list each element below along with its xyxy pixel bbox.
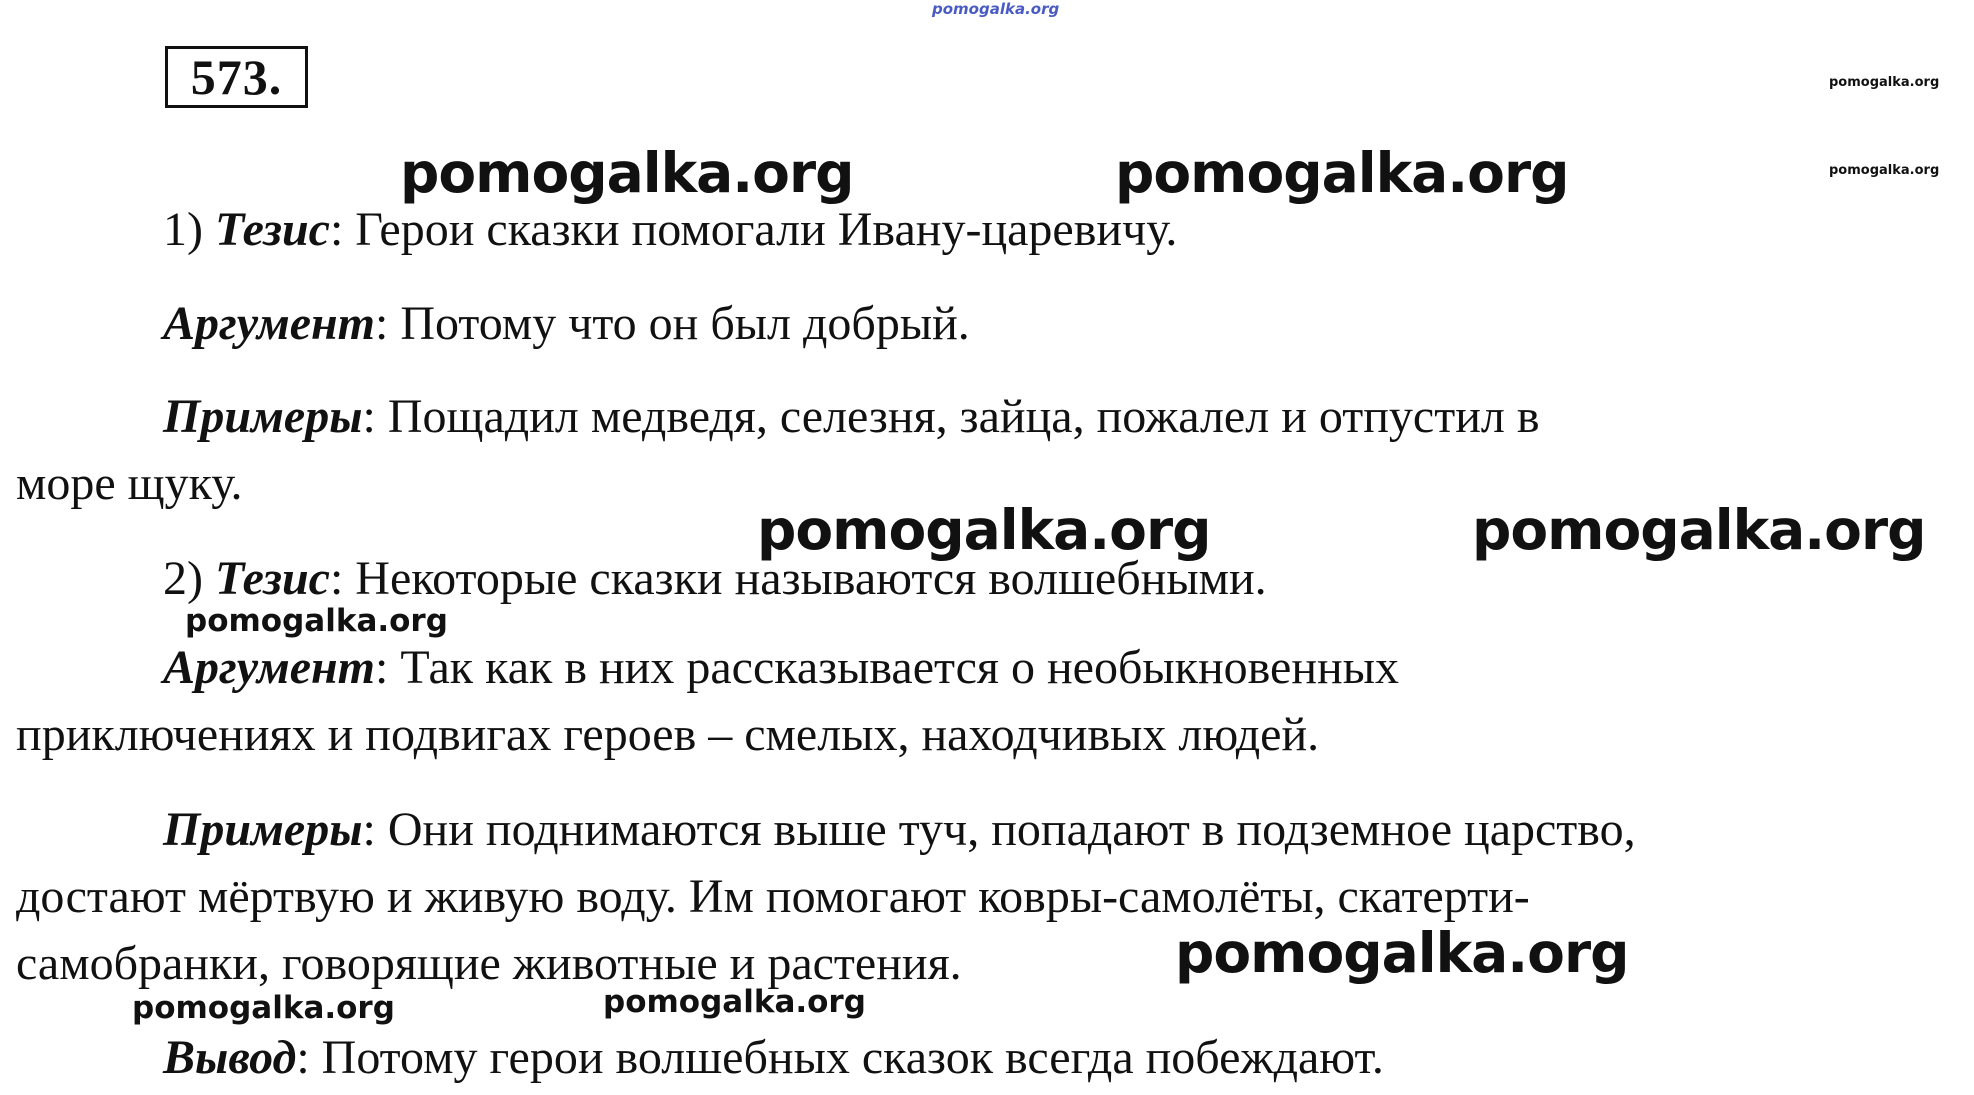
examples-1-line-1: : Пощадил медведя, селезня, зайца, пожалел и отпустил в [362, 390, 1540, 443]
thesis-2-keyword: Тезис [214, 552, 330, 605]
examples-1-keyword: Примеры [163, 390, 363, 443]
argument-1-keyword: Аргумент [163, 297, 376, 350]
watermark-top: pomogalka.org [932, 0, 1060, 18]
examples-2-keyword: Примеры [163, 803, 363, 856]
watermark-2: pomogalka.org [1115, 141, 1569, 205]
watermark-1: pomogalka.org [400, 141, 854, 205]
thesis-1-text: : Герои сказки помогали Ивану-царевичу. [329, 203, 1178, 256]
conclusion [16, 1024, 1966, 1091]
examples-1-line-2: море щуку. [16, 457, 243, 510]
argument-2-line-1: : Так как в них рассказывается о необыкновенных [375, 641, 1399, 694]
watermark-corner-1: pomogalka.org [1829, 75, 1940, 90]
thesis-1-keyword: Тезис [214, 203, 330, 256]
watermark-5: pomogalka.org [185, 603, 448, 639]
thesis-2-prefix: 2) [163, 552, 215, 605]
watermark-8: pomogalka.org [603, 984, 866, 1020]
task-number: 573. [165, 46, 308, 108]
thesis-2-text: : Некоторые сказки называются волшебными. [329, 552, 1267, 605]
examples-2 [16, 796, 1966, 997]
argument-1-text: : Потому что он был добрый. [375, 297, 970, 350]
conclusion-text: : Потому герои волшебных сказок всегда побеждают. [296, 1031, 1384, 1084]
watermark-corner-2: pomogalka.org [1829, 163, 1940, 178]
argument-1 [16, 290, 1966, 357]
watermark-6: pomogalka.org [1175, 921, 1629, 985]
thesis-1 [16, 196, 1966, 263]
argument-2 [16, 634, 1966, 768]
argument-2-keyword: Аргумент [163, 641, 376, 694]
examples-1 [16, 383, 1966, 517]
examples-2-line-2: достают мёртвую и живую воду. Им помогают ковры-самолёты, скатерти- [16, 870, 1530, 923]
watermark-7: pomogalka.org [132, 990, 395, 1026]
watermark-3: pomogalka.org [757, 498, 1211, 562]
thesis-1-prefix: 1) [163, 203, 215, 256]
watermark-4: pomogalka.org [1472, 498, 1926, 562]
conclusion-keyword: Вывод [163, 1031, 297, 1084]
examples-2-line-3: самобранки, говорящие животные и растения. [16, 937, 962, 990]
examples-2-line-1: : Они поднимаются выше туч, попадают в подземное царство, [362, 803, 1636, 856]
argument-2-line-2: приключениях и подвигах героев – смелых, находчивых людей. [16, 708, 1320, 761]
